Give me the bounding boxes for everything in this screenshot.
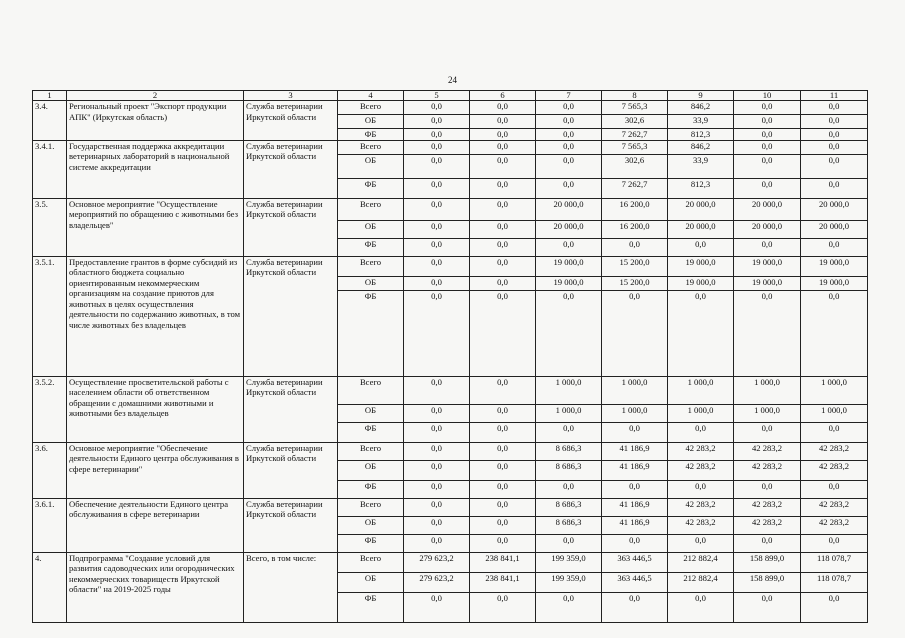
table-row <box>33 198 868 220</box>
value-cell: 0,0 <box>470 480 536 498</box>
funding-source: ФБ <box>338 129 404 141</box>
value-cell: 0,0 <box>734 422 801 442</box>
value-cell: 158 899,0 <box>734 552 801 572</box>
value-cell: 20 000,0 <box>536 198 602 220</box>
value-cell: 0,0 <box>602 480 668 498</box>
value-cell: 0,0 <box>470 154 536 178</box>
value-cell: 0,0 <box>470 290 536 376</box>
value-cell: 0,0 <box>404 592 470 622</box>
value-cell: 0,0 <box>404 460 470 480</box>
value-cell: 42 283,2 <box>734 460 801 480</box>
table-row <box>33 256 868 276</box>
value-cell: 0,0 <box>801 238 868 256</box>
value-cell: 0,0 <box>470 516 536 534</box>
value-cell: 20 000,0 <box>734 198 801 220</box>
row-name: Подпрограмма "Создание условий для развития садоводческих или огороднических некоммерческих товариществ Иркутской области" на 2019-2025 годы <box>67 552 244 622</box>
value-cell: 7 565,3 <box>602 140 668 154</box>
column-header: 9 <box>668 91 734 101</box>
row-name: Осуществление просветительской работы с населением области об ответственном обращении с домашними животными и животными без владельцев <box>67 376 244 442</box>
value-cell: 0,0 <box>536 238 602 256</box>
value-cell: 20 000,0 <box>668 198 734 220</box>
row-code: 3.5.1. <box>33 256 67 376</box>
value-cell: 0,0 <box>404 140 470 154</box>
value-cell: 0,0 <box>734 115 801 129</box>
value-cell: 0,0 <box>404 422 470 442</box>
value-cell: 33,9 <box>668 115 734 129</box>
value-cell: 0,0 <box>404 101 470 115</box>
value-cell: 0,0 <box>801 178 868 198</box>
value-cell: 0,0 <box>668 290 734 376</box>
row-code: 3.5.2. <box>33 376 67 442</box>
value-cell: 0,0 <box>536 290 602 376</box>
value-cell: 19 000,0 <box>668 276 734 290</box>
funding-source: Всего <box>338 498 404 516</box>
column-header: 5 <box>404 91 470 101</box>
value-cell: 0,0 <box>470 140 536 154</box>
funding-source: ОБ <box>338 276 404 290</box>
value-cell: 118 078,7 <box>801 572 868 592</box>
page-number: 24 <box>448 75 457 85</box>
value-cell: 33,9 <box>668 154 734 178</box>
funding-source: ОБ <box>338 154 404 178</box>
value-cell: 0,0 <box>536 129 602 141</box>
value-cell: 42 283,2 <box>668 460 734 480</box>
value-cell: 0,0 <box>470 198 536 220</box>
value-cell: 7 262,7 <box>602 178 668 198</box>
value-cell: 302,6 <box>602 115 668 129</box>
value-cell: 0,0 <box>668 592 734 622</box>
value-cell: 8 686,3 <box>536 498 602 516</box>
column-header: 11 <box>801 91 868 101</box>
value-cell: 15 200,0 <box>602 276 668 290</box>
funding-source: ОБ <box>338 115 404 129</box>
value-cell: 0,0 <box>470 101 536 115</box>
value-cell: 41 186,9 <box>602 442 668 460</box>
column-header: 3 <box>244 91 338 101</box>
value-cell: 0,0 <box>602 290 668 376</box>
funding-source: ОБ <box>338 516 404 534</box>
value-cell: 0,0 <box>404 198 470 220</box>
value-cell: 212 882,4 <box>668 572 734 592</box>
value-cell: 1 000,0 <box>734 404 801 422</box>
funding-source: ФБ <box>338 592 404 622</box>
value-cell: 0,0 <box>404 238 470 256</box>
value-cell: 0,0 <box>404 129 470 141</box>
table-row <box>33 552 868 572</box>
value-cell: 0,0 <box>470 498 536 516</box>
value-cell: 7 565,3 <box>602 101 668 115</box>
value-cell: 42 283,2 <box>668 516 734 534</box>
value-cell: 8 686,3 <box>536 442 602 460</box>
value-cell: 0,0 <box>668 534 734 552</box>
row-code: 4. <box>33 552 67 622</box>
value-cell: 19 000,0 <box>801 256 868 276</box>
funding-source: Всего <box>338 256 404 276</box>
value-cell: 1 000,0 <box>536 376 602 404</box>
value-cell: 0,0 <box>470 592 536 622</box>
value-cell: 0,0 <box>404 220 470 238</box>
value-cell: 0,0 <box>470 256 536 276</box>
value-cell: 0,0 <box>734 140 801 154</box>
funding-source: Всего <box>338 198 404 220</box>
table-row <box>33 442 868 460</box>
funding-source: ФБ <box>338 480 404 498</box>
value-cell: 19 000,0 <box>536 276 602 290</box>
value-cell: 846,2 <box>668 140 734 154</box>
value-cell: 302,6 <box>602 154 668 178</box>
value-cell: 19 000,0 <box>668 256 734 276</box>
value-cell: 0,0 <box>801 154 868 178</box>
value-cell: 0,0 <box>470 115 536 129</box>
value-cell: 42 283,2 <box>734 498 801 516</box>
budget-table <box>32 90 868 623</box>
row-executor: Всего, в том числе: <box>244 552 338 622</box>
value-cell: 0,0 <box>470 238 536 256</box>
value-cell: 1 000,0 <box>734 376 801 404</box>
value-cell: 0,0 <box>801 101 868 115</box>
funding-source: Всего <box>338 442 404 460</box>
value-cell: 0,0 <box>470 220 536 238</box>
value-cell: 0,0 <box>668 422 734 442</box>
column-header: 4 <box>338 91 404 101</box>
column-header: 1 <box>33 91 67 101</box>
value-cell: 0,0 <box>602 422 668 442</box>
column-header: 7 <box>536 91 602 101</box>
row-name: Государственная поддержка аккредитации ветеринарных лабораторий в национальной системе аккредитации <box>67 140 244 198</box>
funding-source: ОБ <box>338 404 404 422</box>
value-cell: 0,0 <box>602 238 668 256</box>
value-cell: 0,0 <box>801 480 868 498</box>
value-cell: 20 000,0 <box>801 198 868 220</box>
value-cell: 0,0 <box>536 178 602 198</box>
funding-source: ФБ <box>338 178 404 198</box>
value-cell: 42 283,2 <box>734 516 801 534</box>
value-cell: 0,0 <box>470 534 536 552</box>
row-executor: Служба ветеринарии Иркутской области <box>244 140 338 198</box>
value-cell: 0,0 <box>801 592 868 622</box>
value-cell: 0,0 <box>668 480 734 498</box>
value-cell: 8 686,3 <box>536 460 602 480</box>
column-header: 6 <box>470 91 536 101</box>
row-executor: Служба ветеринарии Иркутской области <box>244 198 338 256</box>
value-cell: 8 686,3 <box>536 516 602 534</box>
row-name: Региональный проект "Экспорт продукции АПК" (Иркутская область) <box>67 101 244 141</box>
value-cell: 0,0 <box>470 178 536 198</box>
value-cell: 19 000,0 <box>734 256 801 276</box>
value-cell: 41 186,9 <box>602 460 668 480</box>
table-row <box>33 376 868 404</box>
value-cell: 363 446,5 <box>602 572 668 592</box>
value-cell: 0,0 <box>404 534 470 552</box>
value-cell: 0,0 <box>404 516 470 534</box>
value-cell: 0,0 <box>536 101 602 115</box>
value-cell: 42 283,2 <box>801 516 868 534</box>
header-row <box>33 91 868 101</box>
row-code: 3.4. <box>33 101 67 141</box>
value-cell: 363 446,5 <box>602 552 668 572</box>
value-cell: 0,0 <box>470 422 536 442</box>
value-cell: 1 000,0 <box>668 404 734 422</box>
value-cell: 42 283,2 <box>801 460 868 480</box>
value-cell: 0,0 <box>404 480 470 498</box>
value-cell: 0,0 <box>734 101 801 115</box>
value-cell: 42 283,2 <box>668 498 734 516</box>
value-cell: 238 841,1 <box>470 552 536 572</box>
value-cell: 0,0 <box>734 129 801 141</box>
row-name: Основное мероприятие "Обеспечение деятельности Единого центра обслуживания в сфере ветеринарии" <box>67 442 244 498</box>
value-cell: 0,0 <box>801 534 868 552</box>
row-code: 3.4.1. <box>33 140 67 198</box>
value-cell: 0,0 <box>470 404 536 422</box>
value-cell: 42 283,2 <box>801 442 868 460</box>
value-cell: 0,0 <box>801 422 868 442</box>
value-cell: 19 000,0 <box>801 276 868 290</box>
row-executor: Служба ветеринарии Иркутской области <box>244 498 338 552</box>
value-cell: 0,0 <box>404 442 470 460</box>
funding-source: ОБ <box>338 460 404 480</box>
row-name: Обеспечение деятельности Единого центра обслуживания в сфере ветеринарии <box>67 498 244 552</box>
value-cell: 0,0 <box>734 480 801 498</box>
value-cell: 0,0 <box>668 238 734 256</box>
value-cell: 41 186,9 <box>602 498 668 516</box>
value-cell: 238 841,1 <box>470 572 536 592</box>
value-cell: 19 000,0 <box>734 276 801 290</box>
value-cell: 0,0 <box>734 534 801 552</box>
value-cell: 279 623,2 <box>404 572 470 592</box>
row-executor: Служба ветеринарии Иркутской области <box>244 442 338 498</box>
value-cell: 0,0 <box>734 592 801 622</box>
funding-source: Всего <box>338 140 404 154</box>
row-executor: Служба ветеринарии Иркутской области <box>244 256 338 376</box>
value-cell: 0,0 <box>602 592 668 622</box>
value-cell: 0,0 <box>404 290 470 376</box>
funding-source: ФБ <box>338 422 404 442</box>
value-cell: 0,0 <box>404 178 470 198</box>
value-cell: 16 200,0 <box>602 220 668 238</box>
funding-source: Всего <box>338 552 404 572</box>
value-cell: 20 000,0 <box>801 220 868 238</box>
value-cell: 0,0 <box>470 442 536 460</box>
value-cell: 118 078,7 <box>801 552 868 572</box>
value-cell: 0,0 <box>801 140 868 154</box>
value-cell: 1 000,0 <box>801 404 868 422</box>
value-cell: 1 000,0 <box>801 376 868 404</box>
value-cell: 42 283,2 <box>734 442 801 460</box>
value-cell: 0,0 <box>536 534 602 552</box>
funding-source: ФБ <box>338 238 404 256</box>
value-cell: 199 359,0 <box>536 552 602 572</box>
value-cell: 0,0 <box>734 154 801 178</box>
value-cell: 1 000,0 <box>536 404 602 422</box>
value-cell: 0,0 <box>536 154 602 178</box>
funding-source: Всего <box>338 376 404 404</box>
value-cell: 0,0 <box>536 140 602 154</box>
value-cell: 212 882,4 <box>668 552 734 572</box>
value-cell: 0,0 <box>734 290 801 376</box>
value-cell: 0,0 <box>801 115 868 129</box>
row-code: 3.6. <box>33 442 67 498</box>
funding-source: ОБ <box>338 572 404 592</box>
funding-source: ФБ <box>338 534 404 552</box>
value-cell: 16 200,0 <box>602 198 668 220</box>
value-cell: 0,0 <box>404 115 470 129</box>
value-cell: 812,3 <box>668 129 734 141</box>
funding-source: ОБ <box>338 220 404 238</box>
table-row <box>33 101 868 115</box>
value-cell: 41 186,9 <box>602 516 668 534</box>
value-cell: 846,2 <box>668 101 734 115</box>
value-cell: 0,0 <box>536 422 602 442</box>
value-cell: 0,0 <box>404 498 470 516</box>
value-cell: 0,0 <box>801 290 868 376</box>
value-cell: 0,0 <box>536 115 602 129</box>
value-cell: 812,3 <box>668 178 734 198</box>
value-cell: 0,0 <box>536 592 602 622</box>
value-cell: 0,0 <box>404 276 470 290</box>
value-cell: 20 000,0 <box>536 220 602 238</box>
value-cell: 0,0 <box>404 376 470 404</box>
value-cell: 0,0 <box>404 154 470 178</box>
value-cell: 0,0 <box>734 178 801 198</box>
row-executor: Служба ветеринарии Иркутской области <box>244 101 338 141</box>
row-code: 3.5. <box>33 198 67 256</box>
value-cell: 279 623,2 <box>404 552 470 572</box>
value-cell: 0,0 <box>801 129 868 141</box>
value-cell: 0,0 <box>536 480 602 498</box>
row-name: Основное мероприятие "Осуществление мероприятий по обращению с животными без владельцев" <box>67 198 244 256</box>
table-row <box>33 498 868 516</box>
value-cell: 20 000,0 <box>668 220 734 238</box>
row-name: Предоставление грантов в форме субсидий из областного бюджета социально ориентированным некоммерческим организациям на создание приютов для животных в целях осуществления деятельности по содержанию животных, в том числе животных без владельцев <box>67 256 244 376</box>
value-cell: 0,0 <box>470 376 536 404</box>
funding-source: ФБ <box>338 290 404 376</box>
value-cell: 0,0 <box>470 129 536 141</box>
column-header: 10 <box>734 91 801 101</box>
value-cell: 0,0 <box>734 238 801 256</box>
row-executor: Служба ветеринарии Иркутской области <box>244 376 338 442</box>
value-cell: 0,0 <box>602 534 668 552</box>
value-cell: 158 899,0 <box>734 572 801 592</box>
value-cell: 1 000,0 <box>602 404 668 422</box>
value-cell: 42 283,2 <box>801 498 868 516</box>
value-cell: 199 359,0 <box>536 572 602 592</box>
value-cell: 15 200,0 <box>602 256 668 276</box>
value-cell: 0,0 <box>470 276 536 290</box>
table-row <box>33 140 868 154</box>
value-cell: 19 000,0 <box>536 256 602 276</box>
column-header: 2 <box>67 91 244 101</box>
value-cell: 7 262,7 <box>602 129 668 141</box>
column-header: 8 <box>602 91 668 101</box>
funding-source: Всего <box>338 101 404 115</box>
value-cell: 42 283,2 <box>668 442 734 460</box>
value-cell: 0,0 <box>470 460 536 480</box>
value-cell: 1 000,0 <box>668 376 734 404</box>
value-cell: 20 000,0 <box>734 220 801 238</box>
value-cell: 0,0 <box>404 256 470 276</box>
value-cell: 1 000,0 <box>602 376 668 404</box>
row-code: 3.6.1. <box>33 498 67 552</box>
value-cell: 0,0 <box>404 404 470 422</box>
